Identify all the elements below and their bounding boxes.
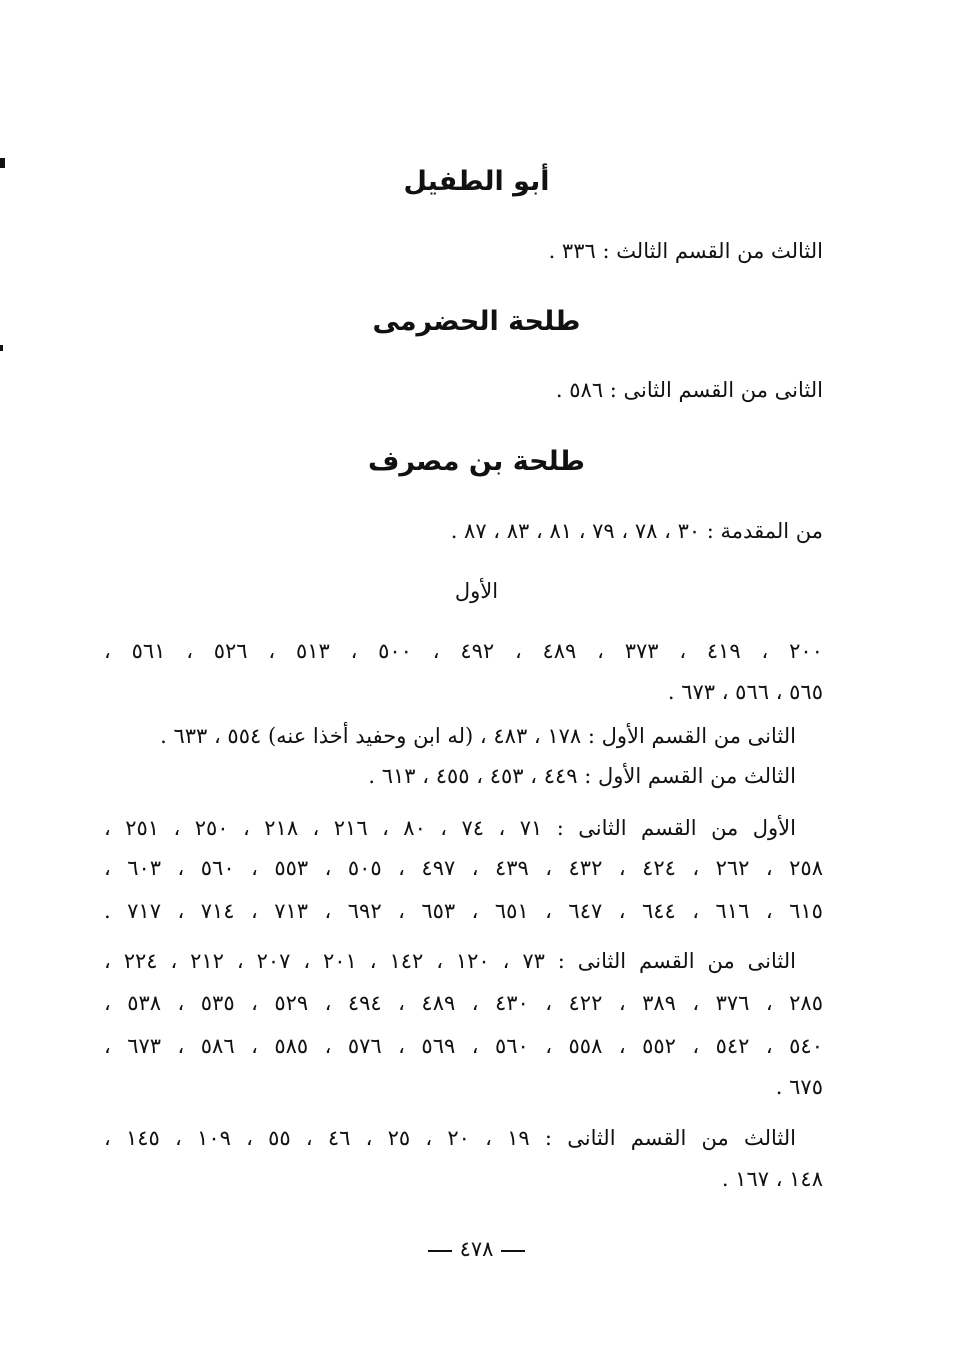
section-title-talha-ibn-musarrif: طلحة بن مصرف	[367, 446, 585, 477]
reference-line: الثانى من القسم الثانى : ٧٣ ، ١٢٠ ، ١٤٢ ، ٢٠١ ، ٢٠٧ ، ٢١٢ ، ٢٢٤ ،	[104, 949, 796, 973]
reference-line: ٢٠٠ ، ٤١٩ ، ٣٧٣ ، ٤٨٩ ، ٤٩٢ ، ٥٠٠ ، ٥١٣ ، ٥٢٦ ، ٥٦١ ،	[104, 639, 823, 663]
reference-line: ٦٧٥ .	[775, 1075, 823, 1099]
page-number-footer	[0, 1237, 953, 1261]
reference-line: ٢٨٥ ، ٣٧٦ ، ٣٨٩ ، ٤٢٢ ، ٤٣٠ ، ٤٨٩ ، ٤٩٤ ، ٥٢٩ ، ٥٣٥ ، ٥٣٨ ،	[104, 991, 823, 1015]
reference-line: ١٤٨ ، ١٦٧ .	[721, 1167, 823, 1191]
reference-line: الأول من القسم الثانى : ٧١ ، ٧٤ ، ٨٠ ، ٢١٦ ، ٢١٨ ، ٢٥٠ ، ٢٥١ ،	[104, 816, 796, 840]
reference-line: الثانى من القسم الثانى : ٥٨٦ .	[555, 378, 823, 402]
footer-dash	[428, 1250, 452, 1252]
reference-line: ٦١٥ ، ٦١٦ ، ٦٤٤ ، ٦٤٧ ، ٦٥١ ، ٦٥٣ ، ٦٩٢ ، ٧١٣ ، ٧١٤ ، ٧١٧ .	[104, 899, 823, 923]
section-title-abu-al-tufayl: أبو الطفيل	[403, 166, 550, 197]
reference-line: ٢٥٨ ، ٢٦٢ ، ٤٢٤ ، ٤٣٢ ، ٤٣٩ ، ٤٩٧ ، ٥٠٥ ، ٥٥٣ ، ٥٦٠ ، ٦٠٣ ،	[104, 856, 823, 880]
page-number: ٤٧٨	[459, 1237, 494, 1261]
scan-edge-mark	[0, 345, 3, 351]
reference-line: ٥٤٠ ، ٥٤٢ ، ٥٥٢ ، ٥٥٨ ، ٥٦٠ ، ٥٦٩ ، ٥٧٦ ، ٥٨٥ ، ٥٨٦ ، ٦٧٣ ،	[104, 1034, 823, 1058]
reference-line: الثالث من القسم الأول : ٤٤٩ ، ٤٥٣ ، ٤٥٥ ، ٦١٣ .	[368, 764, 796, 788]
intro-line: من المقدمة : ٣٠ ، ٧٨ ، ٧٩ ، ٨١ ، ٨٣ ، ٨٧ .	[450, 519, 823, 543]
section-title-talha-al-hadrami: طلحة الحضرمى	[372, 306, 581, 337]
reference-line: الثالث من القسم الثالث : ٣٣٦ .	[548, 239, 823, 263]
subheading: الأول	[454, 579, 499, 603]
reference-line: ٥٦٥ ، ٥٦٦ ، ٦٧٣ .	[667, 680, 823, 704]
reference-line: الثانى من القسم الأول : ١٧٨ ، ٤٨٣ ، (له ابن وحفيد أخذا عنه) ٥٥٤ ، ٦٣٣ .	[160, 724, 796, 748]
reference-line: الثالث من القسم الثانى : ١٩ ، ٢٠ ، ٢٥ ، ٤٦ ، ٥٥ ، ١٠٩ ، ١٤٥ ،	[104, 1126, 796, 1150]
footer-dash	[501, 1250, 525, 1252]
